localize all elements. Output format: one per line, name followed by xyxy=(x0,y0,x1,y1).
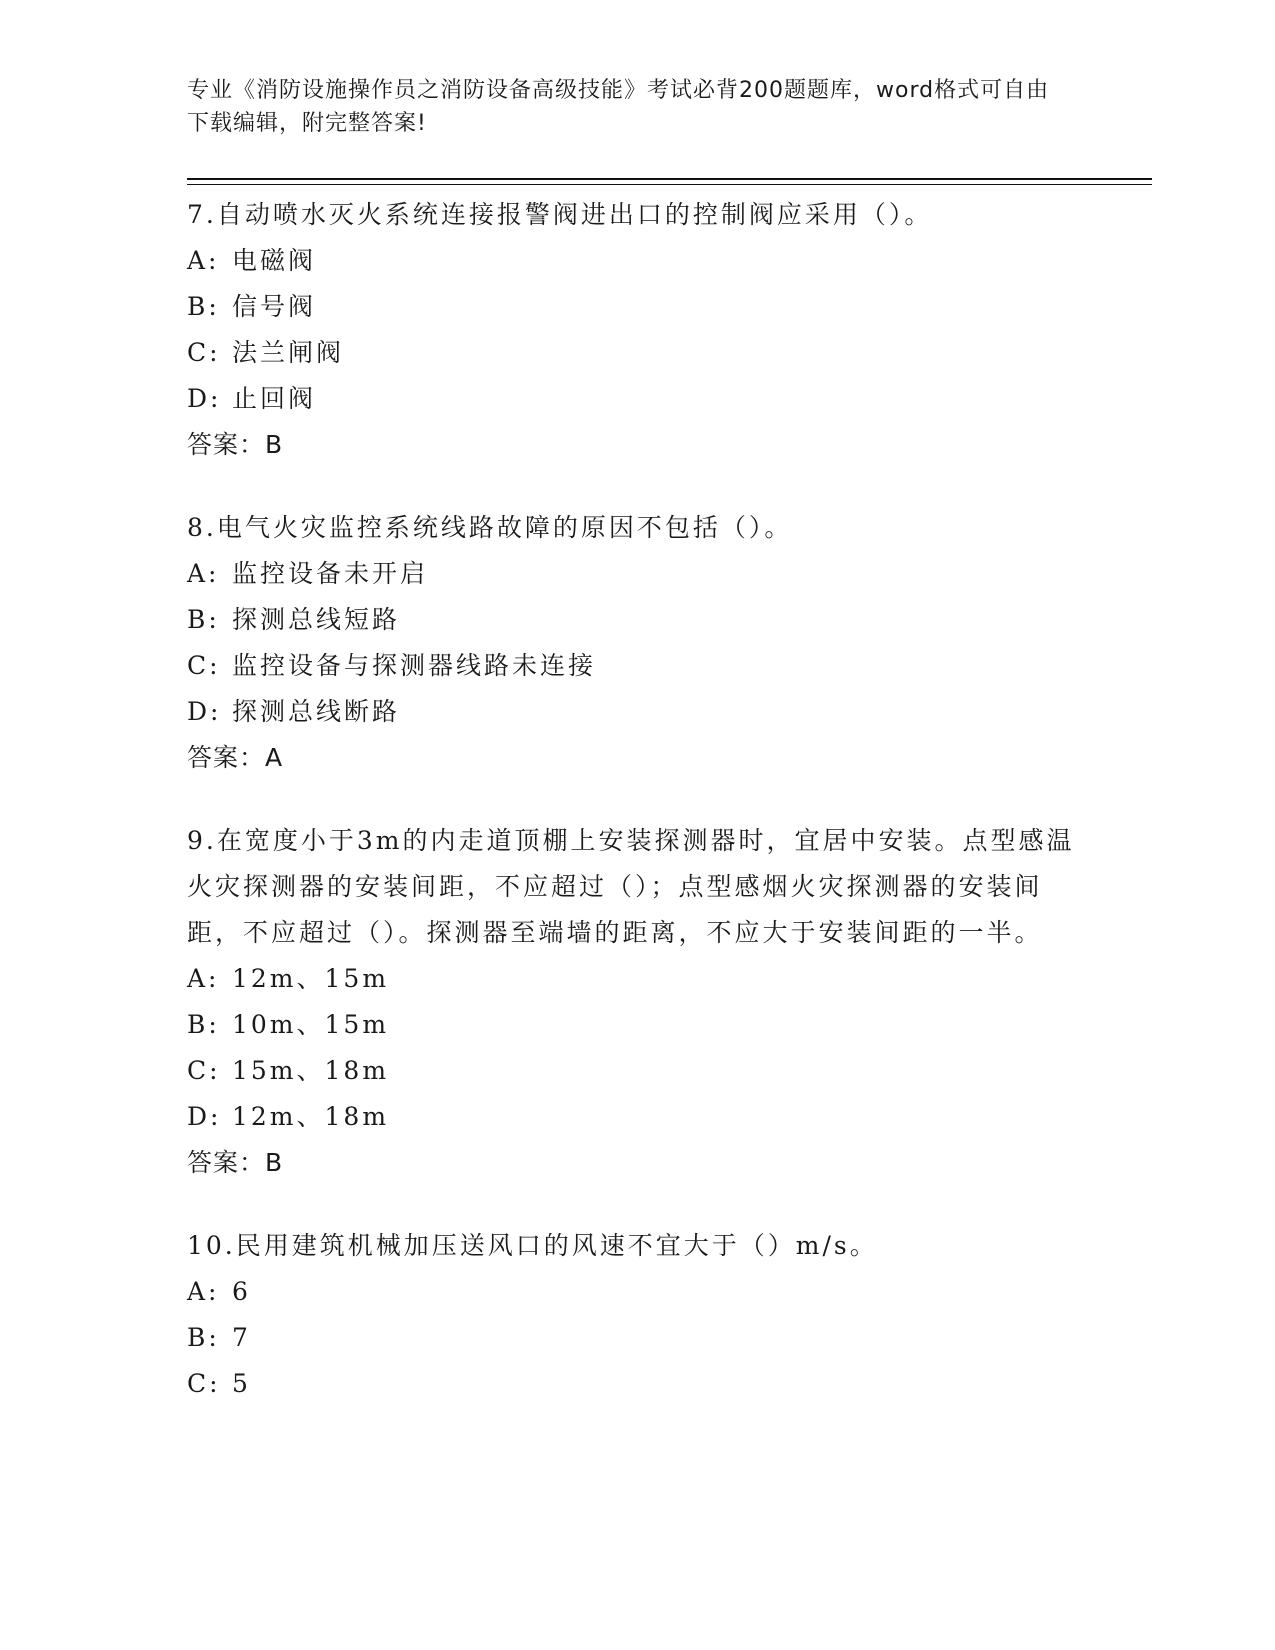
option-d xyxy=(187,689,1087,735)
answer: 答案：B xyxy=(187,1148,284,1177)
option-text: 信号阀 xyxy=(232,292,317,321)
option-text: 12m、15m xyxy=(232,964,390,993)
option-a xyxy=(187,956,1087,1002)
option-b xyxy=(187,284,1087,330)
option-letter: A: xyxy=(187,246,220,275)
question-9 xyxy=(187,818,1087,1186)
option-text: 10m、15m xyxy=(232,1010,390,1039)
option-a xyxy=(187,551,1087,597)
option-text: 15m、18m xyxy=(232,1056,390,1085)
option-a xyxy=(187,1269,1087,1315)
option-text: 探测总线断路 xyxy=(232,697,401,726)
option-text: 7 xyxy=(232,1323,251,1352)
option-b xyxy=(187,597,1087,643)
option-letter: A: xyxy=(187,559,220,588)
header-divider-thin xyxy=(187,184,1152,185)
option-text: 5 xyxy=(232,1369,251,1398)
option-c xyxy=(187,643,1087,689)
option-b xyxy=(187,1315,1087,1361)
option-text: 法兰闸阀 xyxy=(232,338,345,367)
question-stem: 10.民用建筑机械加压送风口的风速不宜大于（）m/s。 xyxy=(187,1231,878,1260)
question-stem: 9.在宽度小于3m的内走道顶棚上安装探测器时，宜居中安装。点型感温火灾探测器的安装间距，不应超过（）；点型感烟火灾探测器的安装间距，不应超过（）。探测器至端墙的距离，不应大于安装间距的一半。 xyxy=(187,826,1075,947)
option-text: 监控设备未开启 xyxy=(232,559,429,588)
header-divider-thick xyxy=(187,178,1152,180)
option-letter: D: xyxy=(187,1102,222,1131)
answer: 答案：B xyxy=(187,430,284,459)
option-letter: C: xyxy=(187,651,221,680)
question-stem: 8.电气火灾监控系统线路故障的原因不包括（）。 xyxy=(187,513,793,542)
option-c xyxy=(187,1048,1087,1094)
question-8 xyxy=(187,505,1087,781)
option-a xyxy=(187,238,1087,284)
option-c xyxy=(187,1361,1087,1407)
option-letter: D: xyxy=(187,384,222,413)
option-letter: B: xyxy=(187,605,220,634)
option-letter: C: xyxy=(187,338,221,367)
question-10 xyxy=(187,1223,1087,1407)
question-list xyxy=(187,192,1087,1444)
option-letter: C: xyxy=(187,1056,221,1085)
option-b xyxy=(187,1002,1087,1048)
answer: 答案：A xyxy=(187,743,284,772)
document-header: 专业《消防设施操作员之消防设备高级技能》考试必背200题题库，word格式可自由下载编辑，附完整答案! xyxy=(187,78,1050,136)
option-letter: B: xyxy=(187,1010,220,1039)
option-d xyxy=(187,1094,1087,1140)
option-text: 12m、18m xyxy=(232,1102,390,1131)
option-text: 监控设备与探测器线路未连接 xyxy=(232,651,597,680)
option-text: 电磁阀 xyxy=(232,246,317,275)
question-7 xyxy=(187,192,1087,468)
option-d xyxy=(187,376,1087,422)
option-text: 探测总线短路 xyxy=(232,605,401,634)
option-letter: A: xyxy=(187,1277,220,1306)
question-stem: 7.自动喷水灭火系统连接报警阀进出口的控制阀应采用（）。 xyxy=(187,200,933,229)
option-letter: A: xyxy=(187,964,220,993)
option-letter: D: xyxy=(187,697,222,726)
option-letter: B: xyxy=(187,292,220,321)
option-letter: B: xyxy=(187,1323,220,1352)
option-text: 6 xyxy=(232,1277,251,1306)
option-letter: C: xyxy=(187,1369,221,1398)
option-text: 止回阀 xyxy=(232,384,317,413)
option-c xyxy=(187,330,1087,376)
